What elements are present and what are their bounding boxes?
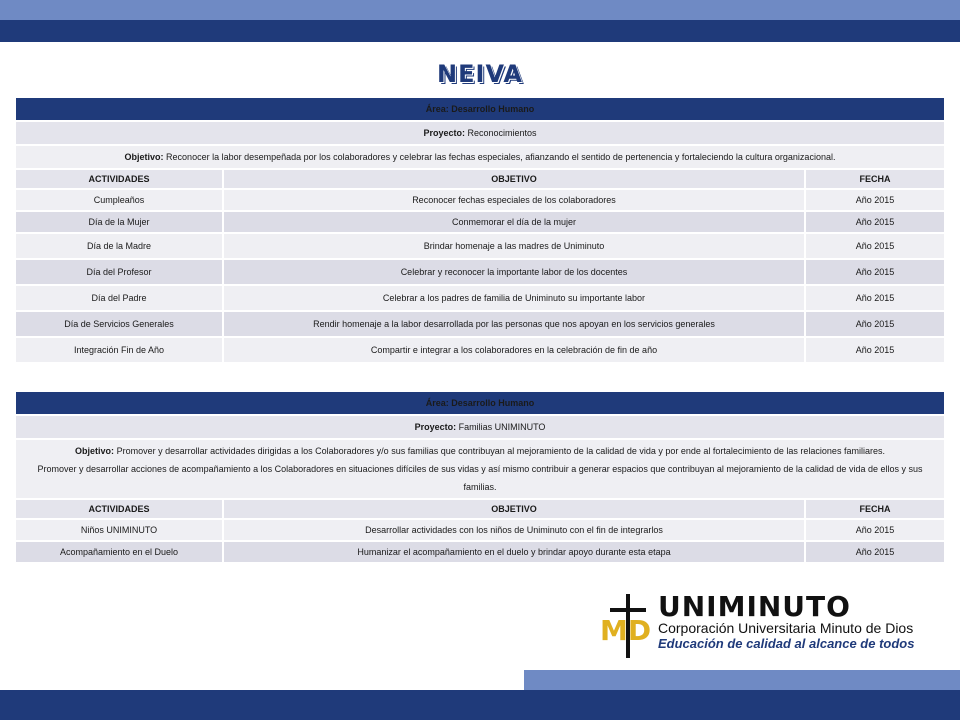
- uniminuto-logo: [598, 590, 938, 660]
- table-row: [16, 338, 944, 362]
- objective-label: Objetivo:: [75, 446, 115, 456]
- objective-cell: Desarrollar actividades con los niños de Uniminuto con el fin de integrarlos: [224, 520, 806, 540]
- activity-cell: Cumpleaños: [16, 190, 224, 210]
- objective-row: [16, 440, 944, 498]
- project-value: Familias UNIMINUTO: [458, 422, 546, 432]
- header-activities: ACTIVIDADES: [16, 500, 224, 518]
- project-cell: [16, 122, 944, 144]
- activity-cell: Día de la Madre: [16, 234, 224, 258]
- objective-cell: [16, 146, 944, 168]
- date-cell: Año 2015: [806, 234, 944, 258]
- header-date: FECHA: [806, 170, 944, 188]
- table-header-row: [16, 170, 944, 188]
- activity-cell: Día de Servicios Generales: [16, 312, 224, 336]
- date-cell: Año 2015: [806, 286, 944, 310]
- activity-cell: Integración Fin de Año: [16, 338, 224, 362]
- activity-cell: Niños UNIMINUTO: [16, 520, 224, 540]
- date-cell: Año 2015: [806, 260, 944, 284]
- bottom-band-dark: [0, 690, 960, 720]
- objective-cell: Reconocer fechas especiales de los colaboradores: [224, 190, 806, 210]
- activities-table-reconocimientos: [16, 96, 944, 364]
- table-row: [16, 312, 944, 336]
- header-date: FECHA: [806, 500, 944, 518]
- bottom-band-light: [524, 670, 960, 690]
- date-cell: Año 2015: [806, 190, 944, 210]
- date-cell: Año 2015: [806, 542, 944, 562]
- table-header-row: [16, 500, 944, 518]
- table-row: [16, 520, 944, 540]
- objective-cell: [16, 440, 944, 498]
- logo-tagline: Educación de calidad al alcance de todos: [658, 636, 915, 651]
- activity-cell: Acompañamiento en el Duelo: [16, 542, 224, 562]
- project-label: Proyecto:: [423, 128, 465, 138]
- header-activities: ACTIVIDADES: [16, 170, 224, 188]
- project-value: Reconocimientos: [467, 128, 537, 138]
- table-row: [16, 260, 944, 284]
- date-cell: Año 2015: [806, 312, 944, 336]
- md-emblem-icon: [598, 594, 658, 658]
- table-row: [16, 190, 944, 210]
- top-band-light: [0, 0, 960, 20]
- project-cell: [16, 416, 944, 438]
- date-cell: Año 2015: [806, 212, 944, 232]
- table-row: [16, 542, 944, 562]
- area-label: Área: Desarrollo Humano: [16, 98, 944, 120]
- project-label: Proyecto:: [414, 422, 457, 432]
- activity-cell: Día del Padre: [16, 286, 224, 310]
- date-cell: Año 2015: [806, 520, 944, 540]
- logo-mark-text: MD: [600, 614, 652, 647]
- objective-text-2: Promover y desarrollar acciones de acompañamiento a los Colaboradores en situaciones difíciles de sus vidas y así mismo contribuir a generar espacios que contribuyan al mejoramiento de la calidad de vida de ellos y sus familias.: [37, 464, 923, 492]
- page-title: NEIVA: [437, 60, 523, 88]
- objective-cell: Compartir e integrar a los colaboradores en la celebración de fin de año: [224, 338, 806, 362]
- area-label: Área: Desarrollo Humano: [16, 392, 944, 414]
- header-objective: OBJETIVO: [224, 170, 806, 188]
- objective-cell: Humanizar el acompañamiento en el duelo y brindar apoyo durante esta etapa: [224, 542, 806, 562]
- area-row: [16, 98, 944, 120]
- logo-name: UNIMINUTO: [658, 590, 851, 623]
- objective-cell: Conmemorar el día de la mujer: [224, 212, 806, 232]
- area-row: [16, 392, 944, 414]
- header-objective: OBJETIVO: [224, 500, 806, 518]
- activity-cell: Día de la Mujer: [16, 212, 224, 232]
- project-row: [16, 416, 944, 438]
- objective-cell: Celebrar y reconocer la importante labor de los docentes: [224, 260, 806, 284]
- activities-table-familias: [16, 390, 944, 564]
- activity-cell: Día del Profesor: [16, 260, 224, 284]
- objective-row: [16, 146, 944, 168]
- objective-text: Promover y desarrollar actividades dirigidas a los Colaboradores y/o sus familias que contribuyan al mejoramiento de la calidad de vida y por ende al fortalecimiento de las relaciones familiares.: [116, 446, 885, 456]
- table-row: [16, 234, 944, 258]
- project-row: [16, 122, 944, 144]
- objective-cell: Celebrar a los padres de familia de Uniminuto su importante labor: [224, 286, 806, 310]
- objective-cell: Rendir homenaje a la labor desarrollada por las personas que nos apoyan en los servicios generales: [224, 312, 806, 336]
- top-band-dark: [0, 20, 960, 42]
- date-cell: Año 2015: [806, 338, 944, 362]
- logo-subtitle: Corporación Universitaria Minuto de Dios: [658, 620, 914, 636]
- table-row: [16, 212, 944, 232]
- objective-text: Reconocer la labor desempeñada por los colaboradores y celebrar las fechas especiales, afianzando el sentido de pertenencia y fortaleciendo la cultura organizacional.: [166, 152, 836, 162]
- objective-cell: Brindar homenaje a las madres de Uniminuto: [224, 234, 806, 258]
- table-row: [16, 286, 944, 310]
- objective-label: Objetivo:: [124, 152, 164, 162]
